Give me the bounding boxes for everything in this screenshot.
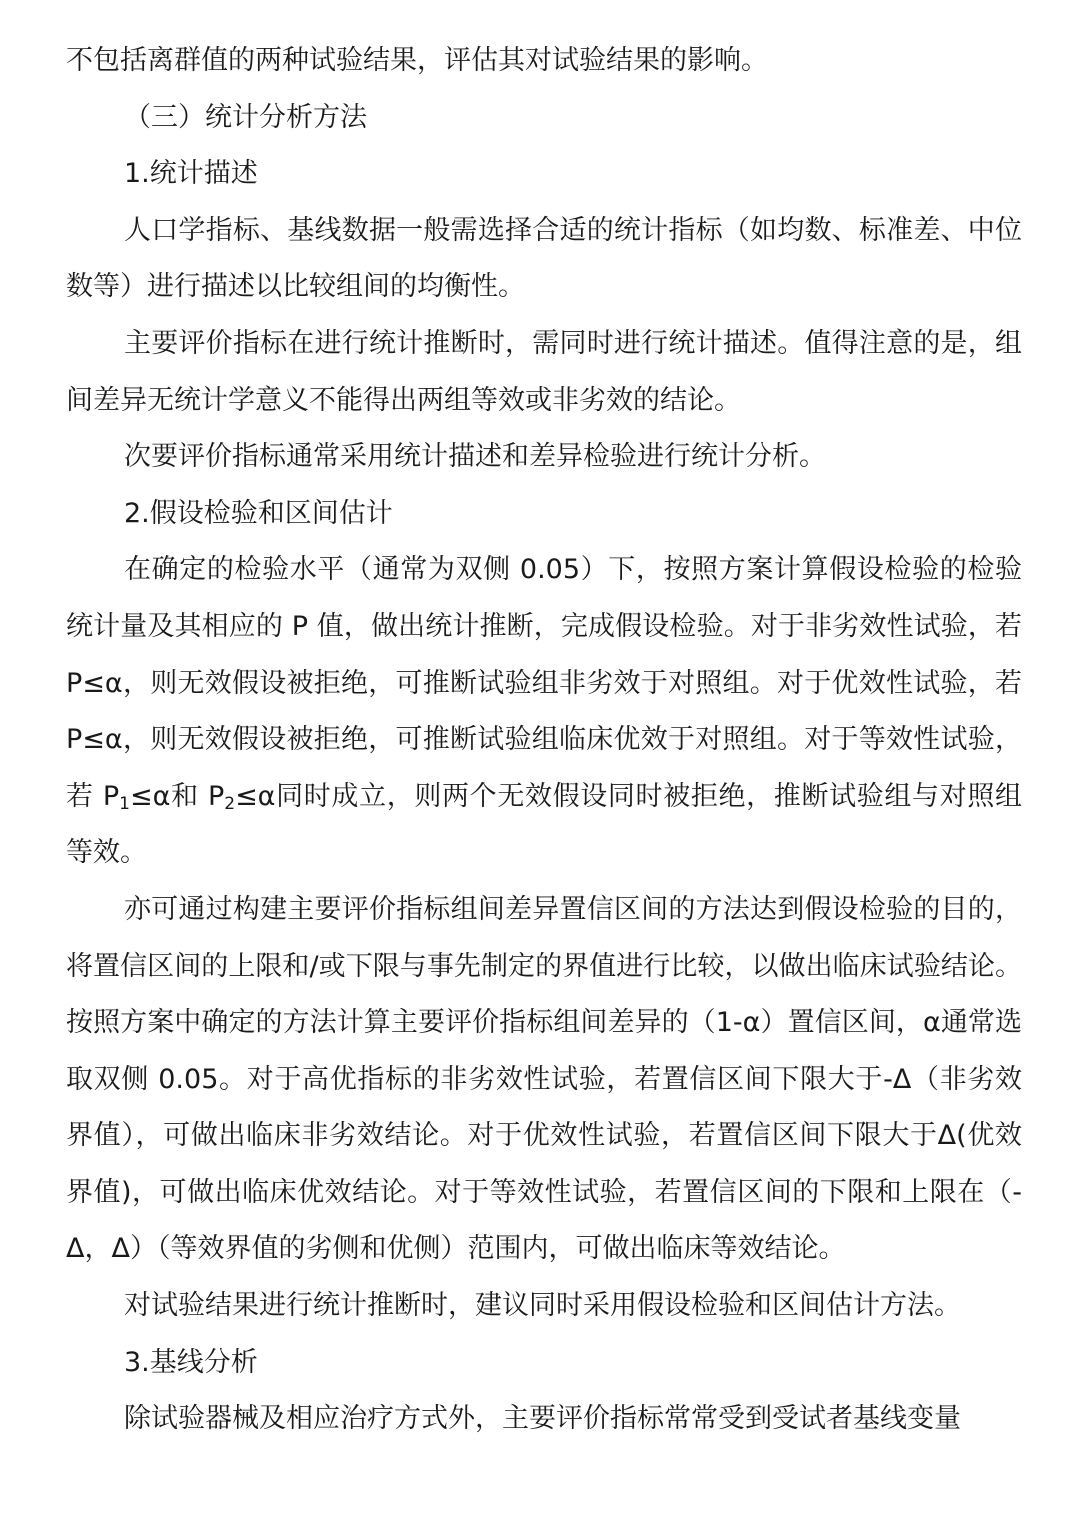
paragraph-secondary-endpoint: 次要评价指标通常采用统计描述和差异检验进行统计分析。 xyxy=(124,441,826,473)
paragraph-outlier-impact: 不包括离群值的两种试验结果，评估其对试验结果的影响。 xyxy=(66,45,768,76)
subheading-hypothesis-testing: 2.假设检验和区间估计 xyxy=(124,497,393,529)
paragraph-recommendation: 对试验结果进行统计推断时，建议同时采用假设检验和区间估计方法。 xyxy=(124,1290,961,1322)
subheading-statistical-description: 1.统计描述 xyxy=(124,158,258,190)
subheading-baseline-analysis: 3.基线分析 xyxy=(124,1346,258,1378)
document-page xyxy=(66,33,1022,1448)
paragraph-hypothesis-test-part-c: ≤α同时成立，则两个无效假设同时被拒绝，推断试验组与对照组等效。 xyxy=(66,780,1022,869)
subscript-p2: 2 xyxy=(224,793,236,814)
paragraph-confidence-interval: 亦可通过构建主要评价指标组间差异置信区间的方法达到假设检验的目的，将置信区间的上限和/或下限与事先制定的界值进行比较，以做出临床试验结论。按照方案中确定的方法计算主要评价指标组间差异的（1-α）置信区间，α通常选取双侧 0.05。对于高优指标的非劣效性试验，若置信区间下限大于-Δ（非劣效界值），可做出临床非劣效结论。对于优效性试验，若置信区间下限大于Δ(优效界值)，可做出临床优效结论。对于等效性试验，若置信区间的下限和上限在（-Δ，Δ）（等效界值的劣侧和优侧）范围内，可做出临床等效结论。 xyxy=(66,893,1022,1265)
paragraph-demographics: 人口学指标、基线数据一般需选择合适的统计指标（如均数、标准差、中位数等）进行描述以比较组间的均衡性。 xyxy=(66,214,1022,303)
paragraph-primary-endpoint: 主要评价指标在进行统计推断时，需同时进行统计描述。值得注意的是，组间差异无统计学意义不能得出两组等效或非劣效的结论。 xyxy=(66,327,1022,416)
subscript-p1: 1 xyxy=(119,793,130,814)
paragraph-hypothesis-test xyxy=(66,542,1022,882)
section-heading-statistical-methods: （三）统计分析方法 xyxy=(124,101,367,133)
paragraph-hypothesis-test-part-b: ≤α和 P xyxy=(130,780,225,812)
paragraph-baseline: 除试验器械及相应治疗方式外，主要评价指标常常受到受试者基线变量 xyxy=(124,1403,961,1435)
paragraph-hypothesis-test-part-a: 在确定的检验水平（通常为双侧 0.05）下，按照方案计算假设检验的检验统计量及其相应的 P 值，做出统计推断，完成假设检验。对于非劣效性试验，若 P≤α，则无效假设被拒绝，可推断试验组非劣效于对照组。对于优效性试验，若 P≤α，则无效假设被拒绝，可推断试验组临床优效于对照组。对于等效性试验，若 P xyxy=(66,554,1022,812)
